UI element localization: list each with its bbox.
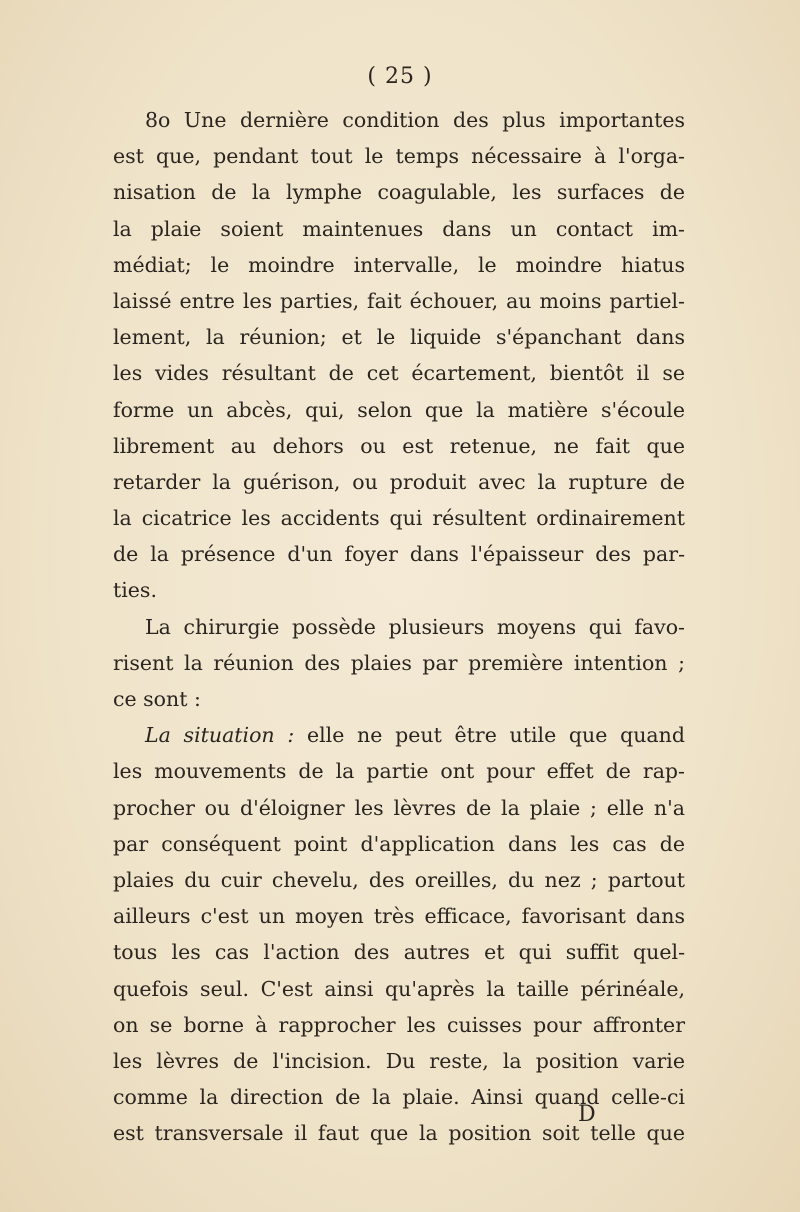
signature-mark: D — [578, 1102, 596, 1127]
text-line: est transversale il faut que la position soit telle que — [113, 1121, 685, 1146]
text-line: librement au dehors ou est retenue, ne fait que — [113, 433, 685, 458]
text-line: quefois seul. C'est ainsi qu'après la taille périnéale, — [113, 976, 685, 1001]
text-line: La chirurgie possède plusieurs moyens qui favo- — [145, 614, 685, 639]
text-line: lement, la réunion; et le liquide s'épanchant dans — [113, 325, 685, 350]
text-line: les lèvres de l'incision. Du reste, la position varie — [113, 1048, 685, 1073]
page-number: ( 25 ) — [367, 64, 433, 89]
text-line: retarder la guérison, ou produit avec la rupture de — [113, 469, 685, 494]
text-line: ce sont : — [113, 687, 201, 711]
text-line: 8o Une dernière condition des plus importantes — [145, 108, 685, 132]
text-line-remainder: elle ne peut être utile que quand — [306, 723, 685, 748]
italic-term: La situation : — [145, 723, 295, 748]
text-line: médiat; le moindre intervalle, le moindre hiatus — [113, 252, 685, 277]
text-line: plaies du cuir chevelu, des oreilles, du nez ; partout — [113, 867, 685, 892]
text-line: on se borne à rapprocher les cuisses pour affronter — [113, 1012, 685, 1037]
text-line: est que, pendant tout le temps nécessaire à l'orga- — [113, 144, 685, 169]
text-line: par conséquent point d'application dans les cas de — [113, 831, 685, 856]
text-line: ailleurs c'est un moyen très efficace, favorisant dans — [113, 904, 685, 929]
text-line: les mouvements de la partie ont pour effet de rap- — [113, 759, 685, 784]
text-line: la cicatrice les accidents qui résultent ordinairement — [113, 506, 685, 531]
text-line: forme un abcès, qui, selon que la matière s'écoule — [113, 397, 685, 422]
text-line: tous les cas l'action des autres et qui suffit quel- — [113, 940, 685, 965]
body-text — [113, 102, 685, 1151]
text-line: risent la réunion des plaies par première intention ; — [113, 650, 685, 675]
text-line: ties. — [113, 578, 157, 603]
text-line-with-term — [113, 717, 685, 753]
text-line: nisation de la lymphe coagulable, les surfaces de — [113, 180, 685, 205]
text-line: la plaie soient maintenues dans un contact im- — [113, 216, 685, 241]
text-line: de la présence d'un foyer dans l'épaisseur des par- — [113, 542, 685, 567]
text-line: les vides résultant de cet écartement, bientôt il se — [113, 361, 685, 386]
text-line: procher ou d'éloigner les lèvres de la plaie ; elle n'a — [113, 795, 685, 820]
text-line: comme la direction de la plaie. Ainsi quand celle-ci — [113, 1085, 685, 1110]
text-line: laissé entre les parties, fait échouer, au moins partiel- — [113, 288, 685, 313]
